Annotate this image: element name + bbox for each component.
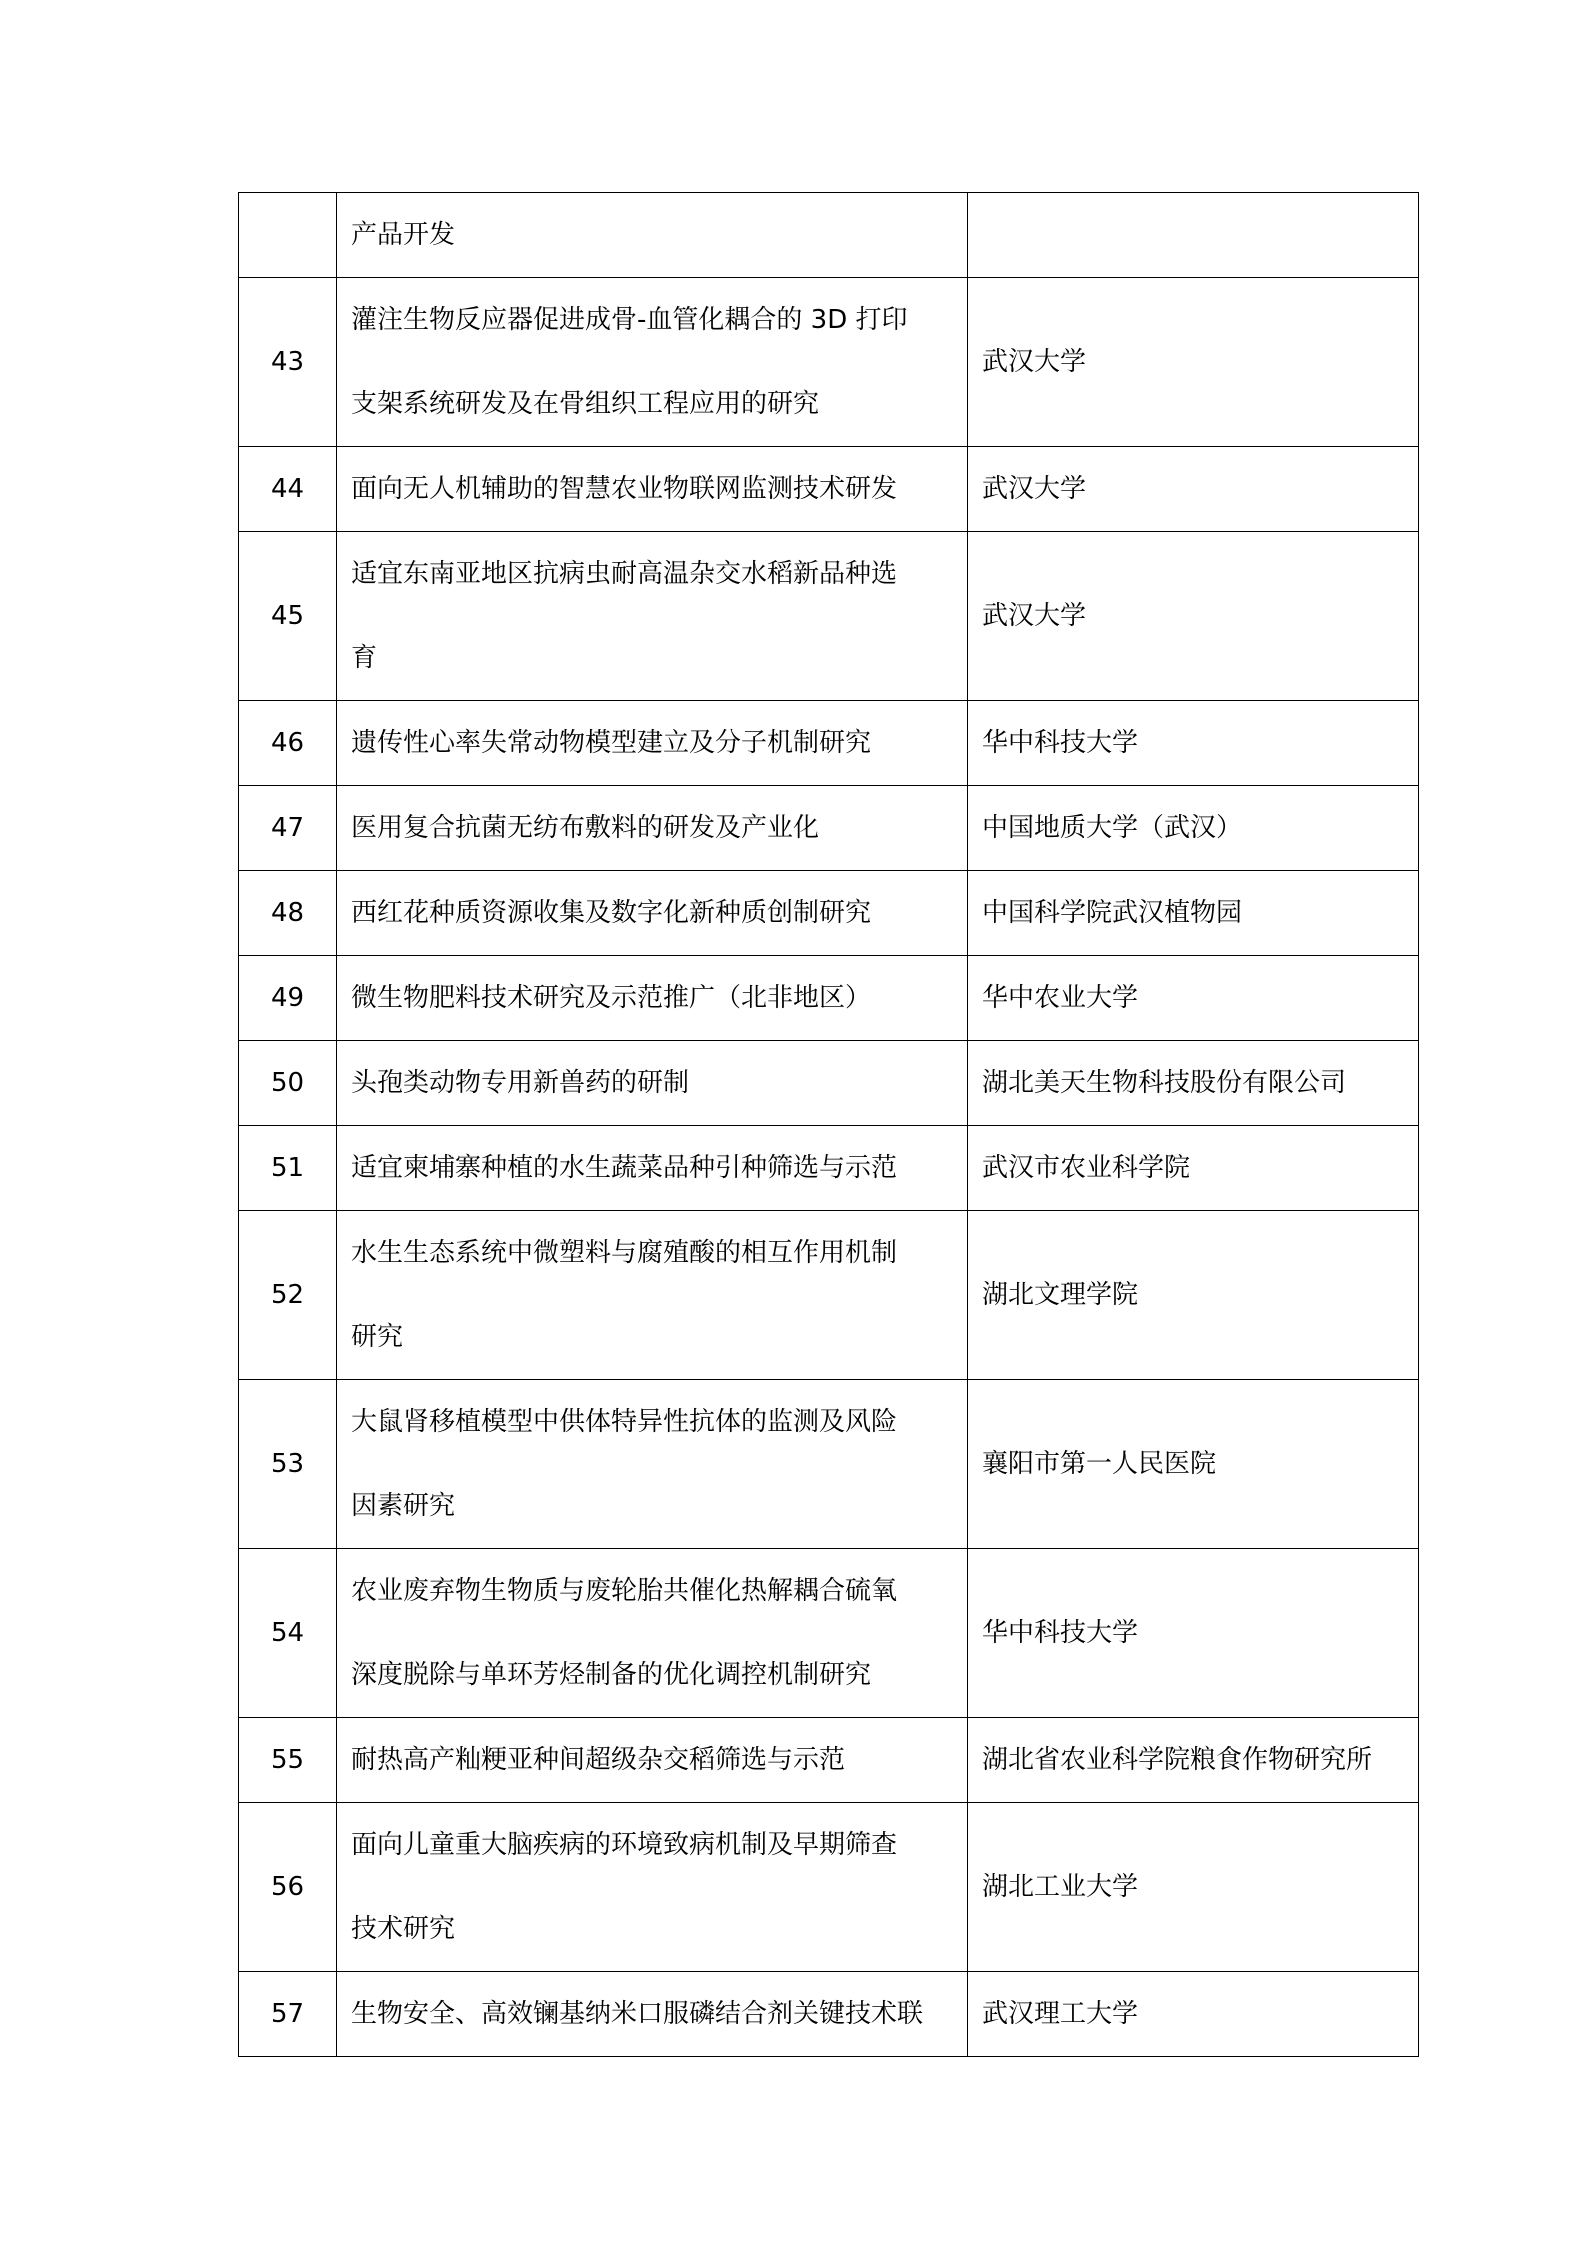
institution-name: 湖北工业大学	[968, 1803, 1419, 1972]
project-table	[238, 192, 1419, 2057]
project-name: 遗传性心率失常动物模型建立及分子机制研究	[337, 701, 968, 786]
project-name: 头孢类动物专用新兽药的研制	[337, 1041, 968, 1126]
row-number: 54	[239, 1549, 337, 1718]
project-name: 适宜柬埔寨种植的水生蔬菜品种引种筛选与示范	[337, 1126, 968, 1211]
row-number: 48	[239, 871, 337, 956]
row-number: 46	[239, 701, 337, 786]
row-number: 55	[239, 1718, 337, 1803]
project-name: 适宜东南亚地区抗病虫耐高温杂交水稻新品种选 育	[337, 532, 968, 701]
institution-name: 华中科技大学	[968, 1549, 1419, 1718]
row-number: 51	[239, 1126, 337, 1211]
table-row	[239, 786, 1419, 871]
institution-name: 武汉大学	[968, 278, 1419, 447]
table-row	[239, 1718, 1419, 1803]
project-name: 大鼠肾移植模型中供体特异性抗体的监测及风险 因素研究	[337, 1380, 968, 1549]
table-row	[239, 278, 1419, 447]
institution-name: 湖北文理学院	[968, 1211, 1419, 1380]
row-number: 50	[239, 1041, 337, 1126]
project-name: 微生物肥料技术研究及示范推广（北非地区）	[337, 956, 968, 1041]
project-name: 产品开发	[337, 193, 968, 278]
table-row	[239, 956, 1419, 1041]
row-number	[239, 193, 337, 278]
institution-name: 武汉市农业科学院	[968, 1126, 1419, 1211]
project-name: 耐热高产籼粳亚种间超级杂交稻筛选与示范	[337, 1718, 968, 1803]
institution-name: 武汉大学	[968, 532, 1419, 701]
project-name: 生物安全、高效镧基纳米口服磷结合剂关键技术联	[337, 1972, 968, 2057]
table-row	[239, 1380, 1419, 1549]
institution-name: 中国地质大学（武汉）	[968, 786, 1419, 871]
table-row	[239, 1211, 1419, 1380]
table-row	[239, 532, 1419, 701]
table-row	[239, 871, 1419, 956]
table-row	[239, 1126, 1419, 1211]
row-number: 45	[239, 532, 337, 701]
project-name: 灌注生物反应器促进成骨-血管化耦合的 3D 打印 支架系统研发及在骨组织工程应用的研究	[337, 278, 968, 447]
project-name: 面向儿童重大脑疾病的环境致病机制及早期筛查 技术研究	[337, 1803, 968, 1972]
institution-name: 华中科技大学	[968, 701, 1419, 786]
row-number: 49	[239, 956, 337, 1041]
row-number: 56	[239, 1803, 337, 1972]
project-name: 医用复合抗菌无纺布敷料的研发及产业化	[337, 786, 968, 871]
institution-name: 华中农业大学	[968, 956, 1419, 1041]
row-number: 57	[239, 1972, 337, 2057]
institution-name: 武汉大学	[968, 447, 1419, 532]
row-number: 47	[239, 786, 337, 871]
institution-name: 武汉理工大学	[968, 1972, 1419, 2057]
table-row	[239, 1803, 1419, 1972]
row-number: 52	[239, 1211, 337, 1380]
table-row	[239, 447, 1419, 532]
table-row	[239, 1972, 1419, 2057]
project-table-body	[239, 193, 1419, 2057]
row-number: 44	[239, 447, 337, 532]
table-row	[239, 1041, 1419, 1126]
project-name: 面向无人机辅助的智慧农业物联网监测技术研发	[337, 447, 968, 532]
row-number: 53	[239, 1380, 337, 1549]
table-row	[239, 1549, 1419, 1718]
project-name: 西红花种质资源收集及数字化新种质创制研究	[337, 871, 968, 956]
institution-name: 中国科学院武汉植物园	[968, 871, 1419, 956]
project-name: 水生生态系统中微塑料与腐殖酸的相互作用机制 研究	[337, 1211, 968, 1380]
institution-name: 湖北美天生物科技股份有限公司	[968, 1041, 1419, 1126]
institution-name	[968, 193, 1419, 278]
table-row	[239, 701, 1419, 786]
institution-name: 湖北省农业科学院粮食作物研究所	[968, 1718, 1419, 1803]
institution-name: 襄阳市第一人民医院	[968, 1380, 1419, 1549]
row-number: 43	[239, 278, 337, 447]
table-row	[239, 193, 1419, 278]
project-name: 农业废弃物生物质与废轮胎共催化热解耦合硫氧 深度脱除与单环芳烃制备的优化调控机制研究	[337, 1549, 968, 1718]
